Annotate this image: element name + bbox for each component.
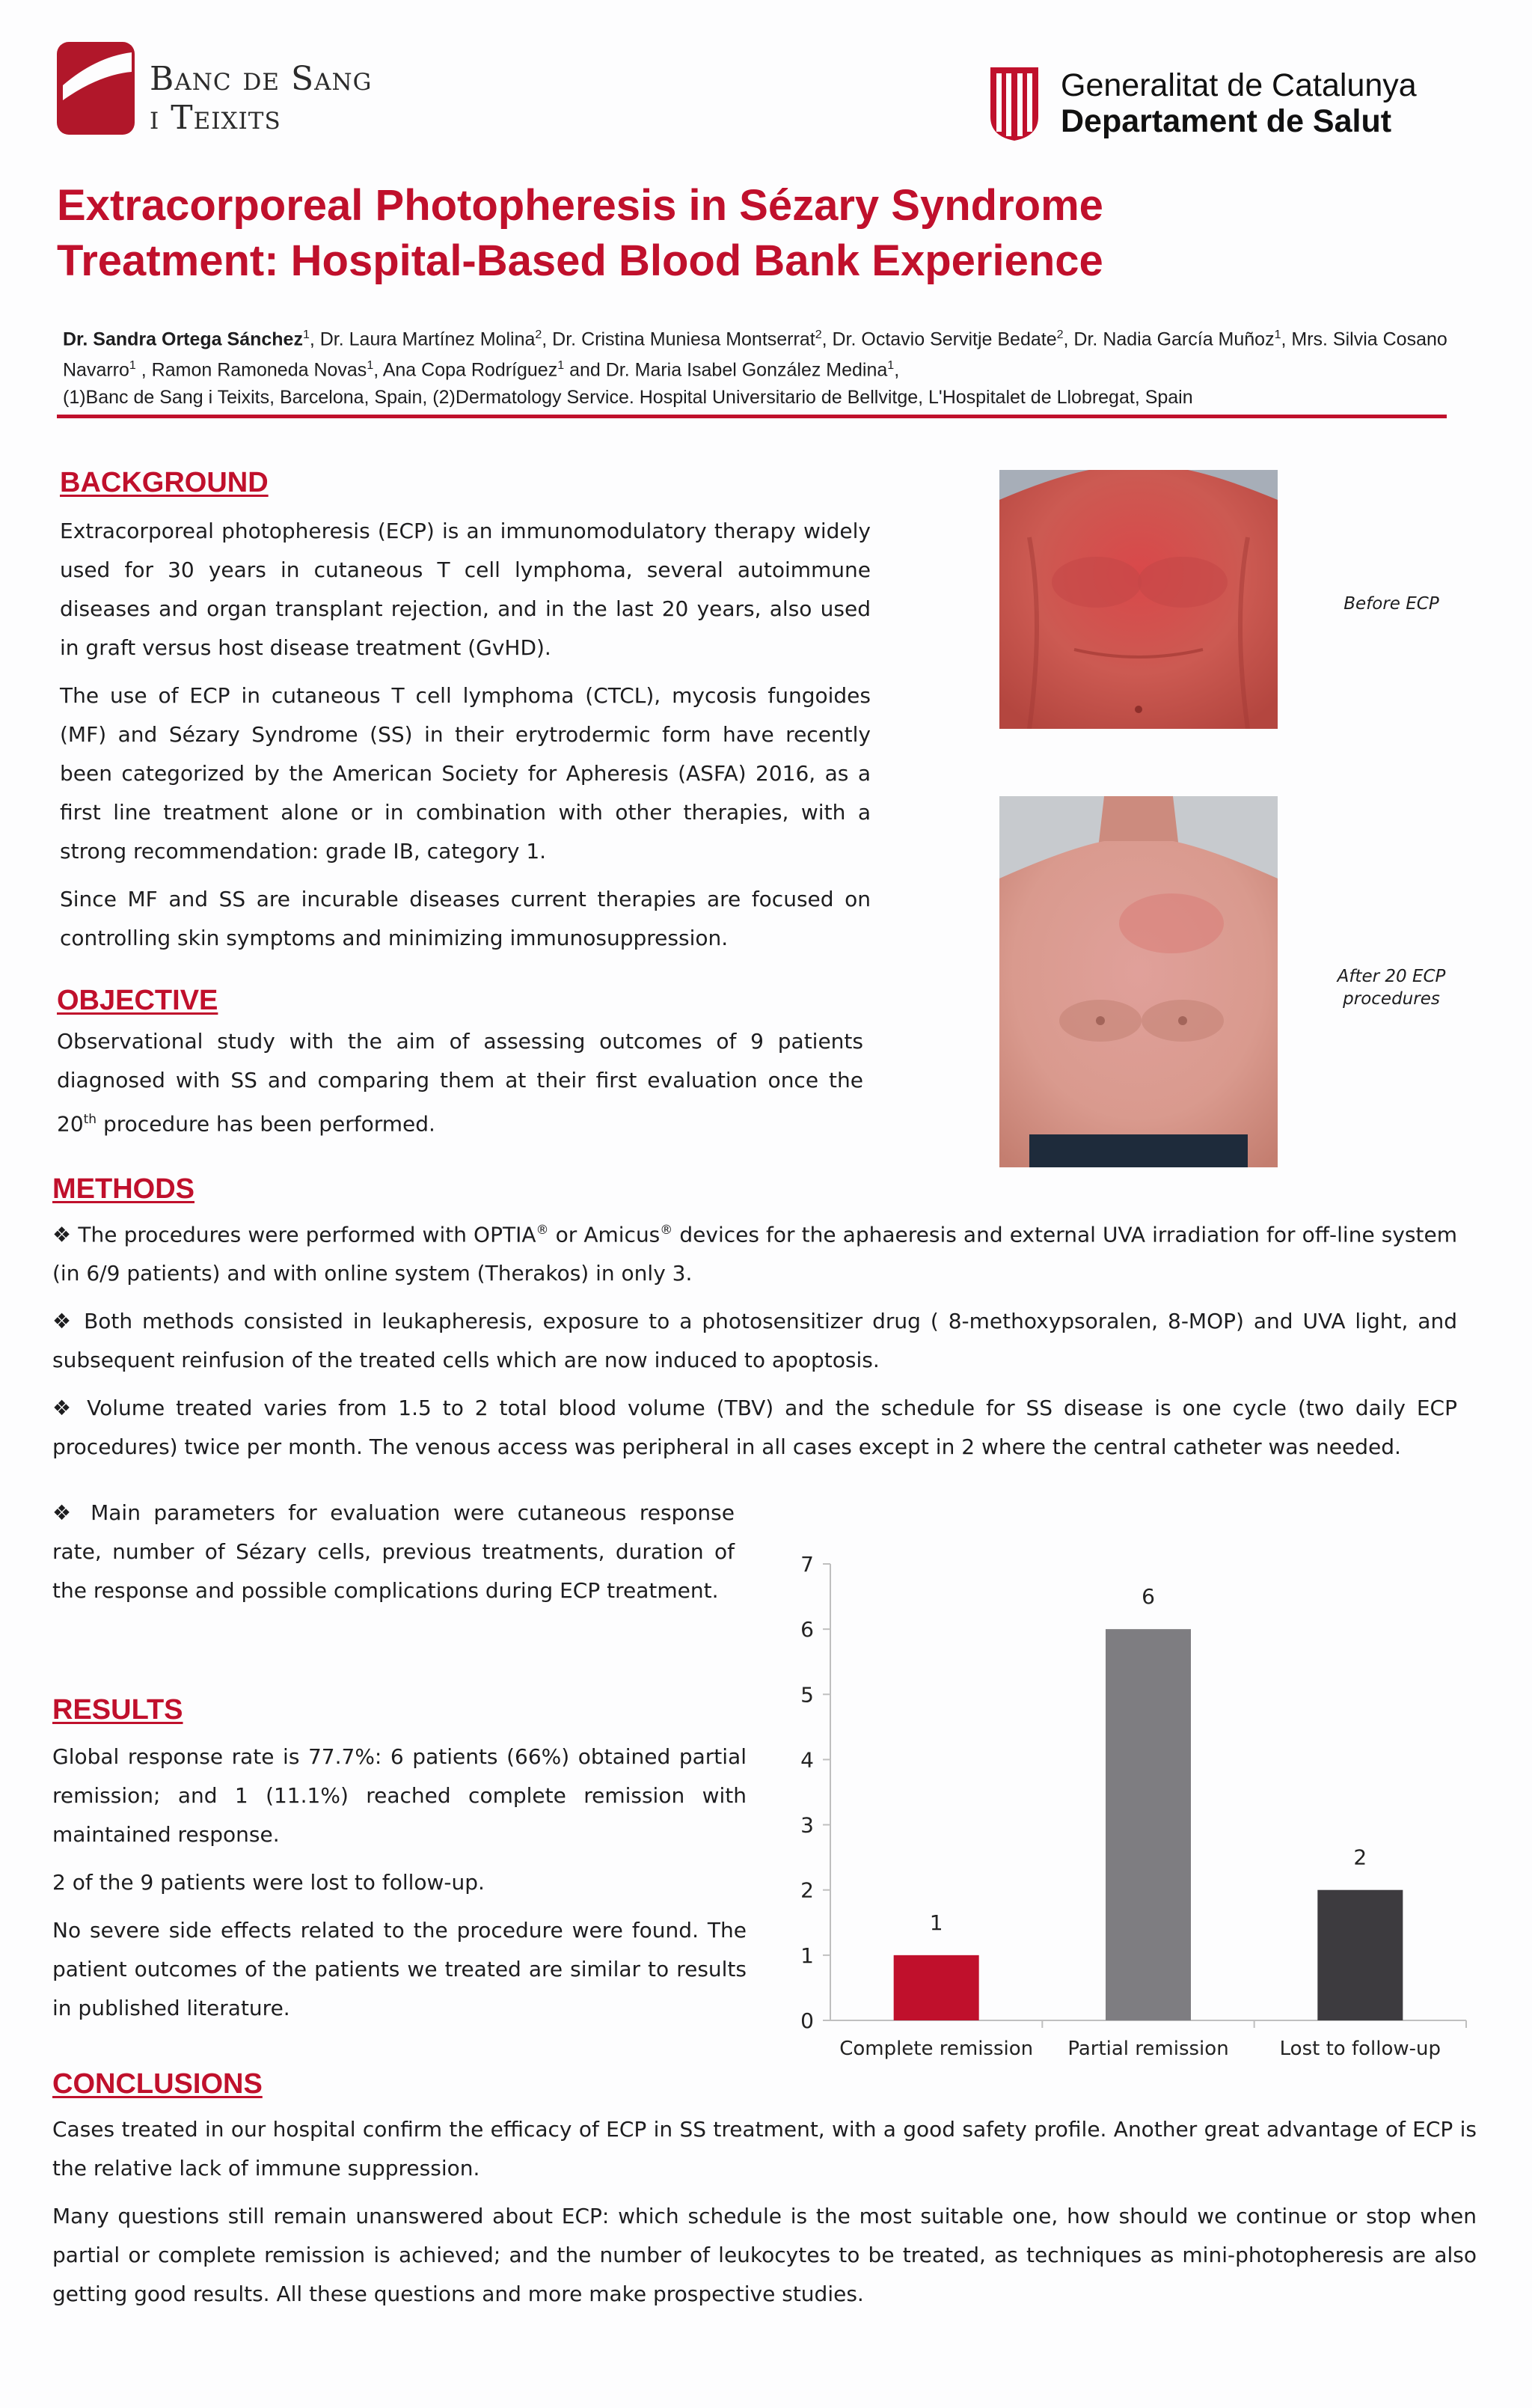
- after-caption-line-2: procedures: [1343, 989, 1440, 1009]
- objective-paragraph: Observational study with the aim of assessing outcomes of 9 patients diagnosed with SS and comparing them at their first evaluation once the: [57, 1029, 863, 1093]
- bar-value-label: 2: [1353, 1845, 1367, 1870]
- affiliation-mark: 2: [815, 328, 822, 341]
- before-ecp-caption: Before ECP: [1343, 594, 1439, 614]
- methods-bullet-1-middle: or Amicus: [548, 1222, 661, 1247]
- author: , Mrs. Silvia Cosano Navarro: [63, 328, 1447, 381]
- bar: [1317, 1890, 1403, 2020]
- y-tick-label: 6: [800, 1617, 814, 1642]
- results-paragraph-1: Global response rate is 77.7%: 6 patients (66%) obtained partial remission; and 1 (11.1%) reached complete remission with maintained response.: [52, 1744, 747, 1847]
- ordinal-suffix: th: [83, 1112, 97, 1127]
- affiliation-mark: 2: [1056, 328, 1064, 341]
- bar-value-label: 1: [929, 1910, 943, 1935]
- y-tick-label: 3: [800, 1812, 814, 1838]
- results-heading: RESULTS: [52, 1694, 183, 1726]
- methods-bullet-4: ❖ Main parameters for evaluation were cutaneous response rate, number of Sézary cells, previous treatments, duration of the response and possible complications during ECP treatment.: [52, 1500, 735, 1603]
- generalitat-logo: [986, 64, 1480, 147]
- results-text: [52, 1738, 747, 2037]
- objective-tail: procedure has been performed.: [96, 1111, 435, 1137]
- affiliations: (1)Banc de Sang i Teixits, Barcelona, Spain, (2)Dermatology Service. Hospital Universitario de Bellvitge, L'Hospitalet de Llobregat, Spain: [63, 386, 1193, 408]
- bar-value-label: 6: [1142, 1584, 1155, 1610]
- affiliation-mark: 1: [367, 359, 374, 373]
- bar: [1106, 1629, 1191, 2020]
- conclusions-text: [52, 2110, 1477, 2323]
- bar: [894, 1955, 979, 2020]
- affiliation-mark: 1: [302, 328, 310, 341]
- after-caption-line-1: After 20 ECP: [1337, 967, 1446, 986]
- author: , Dr. Octavio Servitje Bedate: [821, 328, 1057, 350]
- background-paragraph-1: Extracorporeal photopheresis (ECP) is an immunomodulatory therapy widely used for 30 years in cutaneous T cell lymphoma, several autoimmune diseases and organ transplant rejection, and in the last 20 years, also used in graft versus host disease treatment (GvHD).: [60, 519, 871, 660]
- results-paragraph-2: 2 of the 9 patients were lost to follow-up.: [52, 1870, 485, 1895]
- author-list: [63, 322, 1469, 411]
- banc-de-sang-logo-icon: [57, 42, 135, 135]
- registered-mark: ®: [660, 1223, 673, 1238]
- x-category-label: Partial remission: [1067, 2038, 1229, 2060]
- conclusions-paragraph-2: Many questions still remain unanswered about ECP: which schedule is the most suitable one, how should we continue or stop when partial or complete remission is achieved; and the number of leukocytes to be treated, as techniques as mini-photopheresis are also getting good results. All these questions and more make prospective studies.: [52, 2204, 1477, 2306]
- objective-heading: OBJECTIVE: [57, 985, 218, 1016]
- y-tick-label: 2: [800, 1877, 814, 1903]
- methods-bullet-3: ❖ Volume treated varies from 1.5 to 2 total blood volume (TBV) and the schedule for SS disease is one cycle (two daily ECP procedures) twice per month. The venous access was peripheral in all cases except in 2 where the central catheter was needed.: [52, 1396, 1457, 1460]
- y-tick-label: 7: [800, 1552, 814, 1577]
- conclusions-paragraph-1: Cases treated in our hospital confirm the efficacy of ECP in SS treatment, with a good safety profile. Another great advantage of ECP is the relative lack of immune suppression.: [52, 2117, 1477, 2181]
- outcomes-bar-chart: [778, 1541, 1481, 2080]
- banc-logo-line2: i Teixits: [150, 99, 281, 137]
- registered-mark: ®: [536, 1223, 549, 1238]
- background-paragraph-3: Since MF and SS are incurable diseases current therapies are focused on controlling skin symptoms and minimizing immunosuppression.: [60, 887, 871, 950]
- header-divider: [57, 415, 1447, 418]
- x-category-label: Complete remission: [839, 2038, 1034, 2060]
- lead-author: Dr. Sandra Ortega Sánchez: [63, 328, 303, 350]
- generalitat-logo-line1: Generalitat de Catalunya: [1061, 67, 1417, 103]
- affiliation-mark: 2: [535, 328, 542, 341]
- background-paragraph-2: The use of ECP in cutaneous T cell lymphoma (CTCL), mycosis fungoides (MF) and Sézary Syndrome (SS) in their erytrodermic form have recently been categorized by the American Society for Apheresis (ASFA) 2016, as a first line treatment alone or in combination with other therapies, with a strong recommendation: grade IB, category 1.: [60, 683, 871, 864]
- objective-number: 20: [57, 1111, 84, 1137]
- x-category-label: Lost to follow-up: [1279, 2038, 1441, 2060]
- before-ecp-photo: [999, 470, 1278, 729]
- author: and Dr. Maria Isabel González Medina: [564, 359, 888, 381]
- methods-heading: METHODS: [52, 1173, 194, 1205]
- author: , Ana Copa Rodríguez: [373, 359, 558, 381]
- title-line-2: Treatment: Hospital-Based Blood Bank Experience: [57, 236, 1103, 285]
- methods-bullet-1-start: ❖ The procedures were performed with OPTIA: [52, 1222, 536, 1247]
- after-ecp-caption: [1324, 965, 1459, 1010]
- y-tick-label: 1: [800, 1943, 814, 1968]
- y-tick-label: 5: [800, 1682, 814, 1708]
- y-tick-label: 4: [800, 1747, 814, 1773]
- y-tick-label: 0: [800, 2008, 814, 2033]
- background-heading: BACKGROUND: [60, 467, 269, 498]
- affiliation-mark: 1: [557, 359, 565, 373]
- objective-text: [57, 1022, 863, 1152]
- banc-de-sang-logo: [57, 42, 379, 139]
- author-names: [63, 322, 1469, 384]
- generalitat-emblem-icon: [986, 64, 1043, 142]
- methods-text-continued: [52, 1494, 735, 1619]
- poster-title: [57, 178, 1463, 289]
- banc-logo-line1: Banc de Sang: [150, 60, 373, 98]
- affiliation-mark: 1: [887, 359, 895, 373]
- after-ecp-photo: [999, 796, 1278, 1167]
- results-paragraph-3: No severe side effects related to the procedure were found. The patient outcomes of the patients we treated are similar to results in published literature.: [52, 1918, 747, 2020]
- title-line-1: Extracorporeal Photopheresis in Sézary Syndrome: [57, 181, 1103, 230]
- author: , Dr. Nadia García Muñoz: [1063, 328, 1275, 350]
- author: , Dr. Cristina Muniesa Montserrat: [542, 328, 815, 350]
- generalitat-logo-line2: Departament de Salut: [1061, 103, 1392, 139]
- author: , Ramon Ramoneda Novas: [135, 359, 367, 381]
- methods-bullet-1-end: devices for the aphaeresis and external UVA irradiation for off-line system (in 6/9 patients) and with online system (Therakos) in only 3.: [52, 1222, 1457, 1286]
- background-text: [60, 512, 871, 967]
- methods-bullet-2: ❖ Both methods consisted in leukapheresis, exposure to a photosensitizer drug ( 8-methoxypsoralen, 8-MOP) and UVA light, and subsequent reinfusion of the treated cells which are now induced to apoptosis.: [52, 1309, 1457, 1373]
- methods-text: [52, 1211, 1457, 1476]
- conclusions-heading: CONCLUSIONS: [52, 2068, 263, 2100]
- author: , Dr. Laura Martínez Molina: [309, 328, 536, 350]
- affiliation-mark: 1: [129, 359, 136, 373]
- author-list-comma: ,: [894, 359, 900, 381]
- affiliation-mark: 1: [1274, 328, 1281, 341]
- methods-bullet-1: [52, 1211, 1457, 1293]
